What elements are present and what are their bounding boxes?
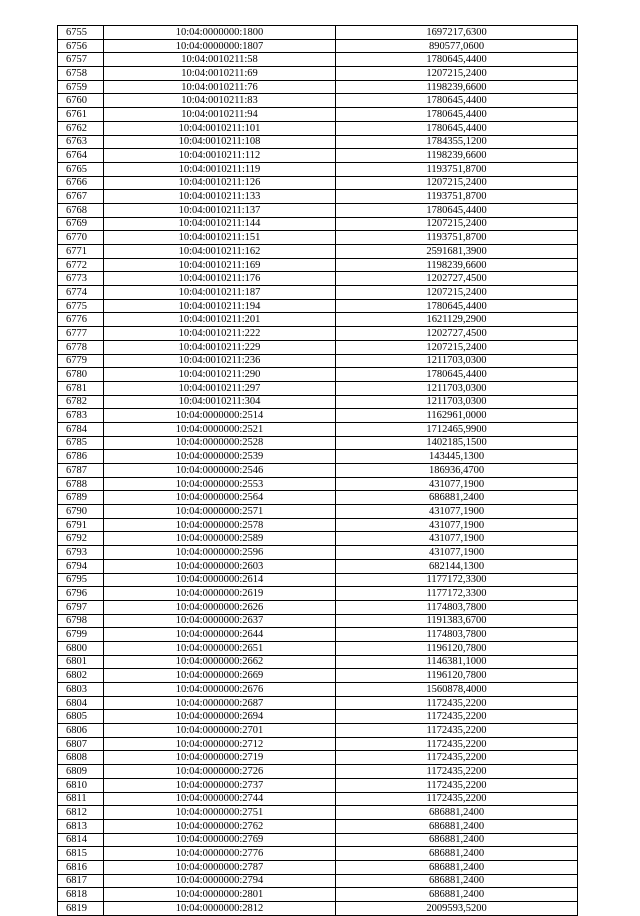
table-row	[58, 176, 578, 190]
row-number-cell: 6766	[58, 176, 104, 190]
table-row	[58, 395, 578, 409]
table-row	[58, 286, 578, 300]
row-number-cell: 6771	[58, 245, 104, 259]
cadastral-number-cell: 10:04:0010211:69	[104, 67, 336, 81]
cadastral-number-cell: 10:04:0010211:108	[104, 135, 336, 149]
value-cell: 686881,2400	[336, 860, 578, 874]
cadastral-number-cell: 10:04:0010211:229	[104, 340, 336, 354]
table-row	[58, 902, 578, 916]
cadastral-number-cell: 10:04:0000000:2737	[104, 778, 336, 792]
value-cell: 1196120,7800	[336, 641, 578, 655]
table-row	[58, 121, 578, 135]
table-row	[58, 833, 578, 847]
table-row	[58, 860, 578, 874]
cadastral-number-cell: 10:04:0000000:2801	[104, 888, 336, 902]
cadastral-number-cell: 10:04:0000000:2651	[104, 641, 336, 655]
cadastral-number-cell: 10:04:0000000:2539	[104, 450, 336, 464]
table-row	[58, 94, 578, 108]
row-number-cell: 6802	[58, 669, 104, 683]
row-number-cell: 6761	[58, 108, 104, 122]
table-row	[58, 26, 578, 40]
cadastral-number-cell: 10:04:0000000:2726	[104, 765, 336, 779]
table-row	[58, 450, 578, 464]
table-row	[58, 806, 578, 820]
row-number-cell: 6770	[58, 231, 104, 245]
row-number-cell: 6791	[58, 518, 104, 532]
table-row	[58, 190, 578, 204]
cadastral-number-cell: 10:04:0000000:2676	[104, 683, 336, 697]
value-cell: 1780645,4400	[336, 108, 578, 122]
value-cell: 2591681,3900	[336, 245, 578, 259]
value-cell: 431077,1900	[336, 477, 578, 491]
cadastral-number-cell: 10:04:0000000:2644	[104, 628, 336, 642]
table-row	[58, 710, 578, 724]
value-cell: 1780645,4400	[336, 121, 578, 135]
table-row	[58, 888, 578, 902]
row-number-cell: 6772	[58, 258, 104, 272]
cadastral-number-cell: 10:04:0000000:2787	[104, 860, 336, 874]
table-row	[58, 203, 578, 217]
table-row	[58, 53, 578, 67]
cadastral-number-cell: 10:04:0010211:297	[104, 381, 336, 395]
table-row	[58, 778, 578, 792]
cadastral-number-cell: 10:04:0000000:2812	[104, 902, 336, 916]
table-row	[58, 491, 578, 505]
value-cell: 431077,1900	[336, 518, 578, 532]
row-number-cell: 6800	[58, 641, 104, 655]
value-cell: 1174803,7800	[336, 628, 578, 642]
table-row	[58, 477, 578, 491]
row-number-cell: 6795	[58, 573, 104, 587]
table-row	[58, 614, 578, 628]
value-cell: 1207215,2400	[336, 217, 578, 231]
cadastral-number-cell: 10:04:0010211:169	[104, 258, 336, 272]
table-row	[58, 518, 578, 532]
table-row	[58, 381, 578, 395]
table-row	[58, 628, 578, 642]
value-cell: 1172435,2200	[336, 751, 578, 765]
value-cell: 1780645,4400	[336, 53, 578, 67]
value-cell: 1202727,4500	[336, 272, 578, 286]
cadastral-number-cell: 10:04:0000000:2528	[104, 436, 336, 450]
value-cell: 1198239,6600	[336, 80, 578, 94]
value-cell: 1196120,7800	[336, 669, 578, 683]
cadastral-number-cell: 10:04:0010211:83	[104, 94, 336, 108]
row-number-cell: 6784	[58, 422, 104, 436]
cadastral-number-cell: 10:04:0010211:101	[104, 121, 336, 135]
row-number-cell: 6816	[58, 860, 104, 874]
value-cell: 1202727,4500	[336, 327, 578, 341]
value-cell: 1207215,2400	[336, 67, 578, 81]
table-row	[58, 505, 578, 519]
cadastral-number-cell: 10:04:0000000:2776	[104, 847, 336, 861]
table-row	[58, 327, 578, 341]
table-row	[58, 409, 578, 423]
row-number-cell: 6773	[58, 272, 104, 286]
cadastral-number-cell: 10:04:0010211:58	[104, 53, 336, 67]
value-cell: 1780645,4400	[336, 368, 578, 382]
row-number-cell: 6799	[58, 628, 104, 642]
row-number-cell: 6810	[58, 778, 104, 792]
row-number-cell: 6775	[58, 299, 104, 313]
value-cell: 1193751,8700	[336, 190, 578, 204]
table-row	[58, 751, 578, 765]
row-number-cell: 6778	[58, 340, 104, 354]
table-row	[58, 231, 578, 245]
row-number-cell: 6767	[58, 190, 104, 204]
cadastral-number-cell: 10:04:0010211:162	[104, 245, 336, 259]
table-row	[58, 80, 578, 94]
row-number-cell: 6804	[58, 696, 104, 710]
cadastral-number-cell: 10:04:0010211:144	[104, 217, 336, 231]
cadastral-number-cell: 10:04:0000000:2744	[104, 792, 336, 806]
row-number-cell: 6765	[58, 162, 104, 176]
value-cell: 1712465,9900	[336, 422, 578, 436]
cadastral-number-cell: 10:04:0000000:2571	[104, 505, 336, 519]
value-cell: 686881,2400	[336, 847, 578, 861]
value-cell: 1172435,2200	[336, 792, 578, 806]
cadastral-number-cell: 10:04:0000000:2687	[104, 696, 336, 710]
table-row	[58, 258, 578, 272]
value-cell: 1174803,7800	[336, 600, 578, 614]
cadastral-number-cell: 10:04:0000000:1800	[104, 26, 336, 40]
row-number-cell: 6757	[58, 53, 104, 67]
table-row	[58, 422, 578, 436]
cadastral-number-cell: 10:04:0010211:222	[104, 327, 336, 341]
row-number-cell: 6813	[58, 819, 104, 833]
value-cell: 2009593,5200	[336, 902, 578, 916]
row-number-cell: 6782	[58, 395, 104, 409]
row-number-cell: 6779	[58, 354, 104, 368]
value-cell: 1211703,0300	[336, 381, 578, 395]
value-cell: 1198239,6600	[336, 258, 578, 272]
cadastral-number-cell: 10:04:0000000:2546	[104, 464, 336, 478]
value-cell: 1191383,6700	[336, 614, 578, 628]
cadastral-number-cell: 10:04:0010211:194	[104, 299, 336, 313]
value-cell: 682144,1300	[336, 559, 578, 573]
value-cell: 686881,2400	[336, 806, 578, 820]
value-cell: 186936,4700	[336, 464, 578, 478]
cadastral-number-cell: 10:04:0010211:290	[104, 368, 336, 382]
value-cell: 431077,1900	[336, 505, 578, 519]
value-cell: 890577,0600	[336, 39, 578, 53]
table-row	[58, 559, 578, 573]
row-number-cell: 6759	[58, 80, 104, 94]
cadastral-number-cell: 10:04:0000000:2521	[104, 422, 336, 436]
cadastral-number-cell: 10:04:0010211:112	[104, 149, 336, 163]
cadastral-number-cell: 10:04:0010211:133	[104, 190, 336, 204]
table-row	[58, 669, 578, 683]
value-cell: 1172435,2200	[336, 737, 578, 751]
row-number-cell: 6796	[58, 587, 104, 601]
value-cell: 1177172,3300	[336, 573, 578, 587]
cadastral-number-cell: 10:04:0010211:137	[104, 203, 336, 217]
cadastral-number-cell: 10:04:0000000:2637	[104, 614, 336, 628]
cadastral-number-cell: 10:04:0010211:76	[104, 80, 336, 94]
value-cell: 1193751,8700	[336, 231, 578, 245]
table-row	[58, 67, 578, 81]
table-row	[58, 546, 578, 560]
row-number-cell: 6818	[58, 888, 104, 902]
value-cell: 431077,1900	[336, 546, 578, 560]
row-number-cell: 6762	[58, 121, 104, 135]
row-number-cell: 6769	[58, 217, 104, 231]
cadastral-number-cell: 10:04:0000000:2553	[104, 477, 336, 491]
table-row	[58, 819, 578, 833]
cadastral-number-cell: 10:04:0010211:151	[104, 231, 336, 245]
value-cell: 1177172,3300	[336, 587, 578, 601]
row-number-cell: 6760	[58, 94, 104, 108]
value-cell: 1162961,0000	[336, 409, 578, 423]
cadastral-number-cell: 10:04:0000000:2794	[104, 874, 336, 888]
row-number-cell: 6801	[58, 655, 104, 669]
row-number-cell: 6808	[58, 751, 104, 765]
table-row	[58, 573, 578, 587]
row-number-cell: 6780	[58, 368, 104, 382]
value-cell: 1784355,1200	[336, 135, 578, 149]
row-number-cell: 6792	[58, 532, 104, 546]
table-row	[58, 792, 578, 806]
row-number-cell: 6812	[58, 806, 104, 820]
value-cell: 1402185,1500	[336, 436, 578, 450]
table-row	[58, 340, 578, 354]
value-cell: 686881,2400	[336, 819, 578, 833]
row-number-cell: 6809	[58, 765, 104, 779]
row-number-cell: 6763	[58, 135, 104, 149]
table-row	[58, 299, 578, 313]
value-cell: 1198239,6600	[336, 149, 578, 163]
value-cell: 1780645,4400	[336, 203, 578, 217]
value-cell: 1146381,1000	[336, 655, 578, 669]
row-number-cell: 6768	[58, 203, 104, 217]
row-number-cell: 6755	[58, 26, 104, 40]
table-row	[58, 532, 578, 546]
data-table	[57, 25, 578, 916]
value-cell: 1560878,4000	[336, 683, 578, 697]
cadastral-number-cell: 10:04:0000000:2719	[104, 751, 336, 765]
table-row	[58, 874, 578, 888]
cadastral-number-cell: 10:04:0010211:187	[104, 286, 336, 300]
table-row	[58, 162, 578, 176]
cadastral-number-cell: 10:04:0000000:2769	[104, 833, 336, 847]
table-row	[58, 272, 578, 286]
value-cell: 1172435,2200	[336, 724, 578, 738]
table-row	[58, 217, 578, 231]
cadastral-number-cell: 10:04:0010211:304	[104, 395, 336, 409]
cadastral-number-cell: 10:04:0000000:2694	[104, 710, 336, 724]
cadastral-number-cell: 10:04:0010211:119	[104, 162, 336, 176]
value-cell: 1780645,4400	[336, 299, 578, 313]
table-row	[58, 724, 578, 738]
cadastral-number-cell: 10:04:0000000:1807	[104, 39, 336, 53]
cadastral-number-cell: 10:04:0010211:201	[104, 313, 336, 327]
table-row	[58, 436, 578, 450]
value-cell: 1780645,4400	[336, 94, 578, 108]
table-row	[58, 108, 578, 122]
row-number-cell: 6786	[58, 450, 104, 464]
cadastral-number-cell: 10:04:0000000:2701	[104, 724, 336, 738]
row-number-cell: 6806	[58, 724, 104, 738]
row-number-cell: 6797	[58, 600, 104, 614]
table-row	[58, 587, 578, 601]
row-number-cell: 6758	[58, 67, 104, 81]
cadastral-number-cell: 10:04:0010211:126	[104, 176, 336, 190]
row-number-cell: 6783	[58, 409, 104, 423]
cadastral-number-cell: 10:04:0000000:2578	[104, 518, 336, 532]
value-cell: 686881,2400	[336, 833, 578, 847]
cadastral-number-cell: 10:04:0000000:2626	[104, 600, 336, 614]
value-cell: 1211703,0300	[336, 395, 578, 409]
row-number-cell: 6789	[58, 491, 104, 505]
row-number-cell: 6817	[58, 874, 104, 888]
table-row	[58, 368, 578, 382]
table-row	[58, 683, 578, 697]
value-cell: 1207215,2400	[336, 340, 578, 354]
row-number-cell: 6814	[58, 833, 104, 847]
row-number-cell: 6788	[58, 477, 104, 491]
row-number-cell: 6781	[58, 381, 104, 395]
value-cell: 1697217,6300	[336, 26, 578, 40]
row-number-cell: 6794	[58, 559, 104, 573]
row-number-cell: 6793	[58, 546, 104, 560]
row-number-cell: 6819	[58, 902, 104, 916]
cadastral-number-cell: 10:04:0000000:2751	[104, 806, 336, 820]
value-cell: 1172435,2200	[336, 696, 578, 710]
row-number-cell: 6777	[58, 327, 104, 341]
cadastral-number-cell: 10:04:0000000:2596	[104, 546, 336, 560]
value-cell: 686881,2400	[336, 888, 578, 902]
row-number-cell: 6811	[58, 792, 104, 806]
table-row	[58, 696, 578, 710]
value-cell: 1207215,2400	[336, 176, 578, 190]
row-number-cell: 6798	[58, 614, 104, 628]
table-row	[58, 313, 578, 327]
cadastral-number-cell: 10:04:0000000:2564	[104, 491, 336, 505]
cadastral-number-cell: 10:04:0000000:2712	[104, 737, 336, 751]
row-number-cell: 6805	[58, 710, 104, 724]
row-number-cell: 6785	[58, 436, 104, 450]
value-cell: 1207215,2400	[336, 286, 578, 300]
row-number-cell: 6787	[58, 464, 104, 478]
cadastral-number-cell: 10:04:0000000:2514	[104, 409, 336, 423]
cadastral-number-cell: 10:04:0000000:2662	[104, 655, 336, 669]
row-number-cell: 6756	[58, 39, 104, 53]
cadastral-number-cell: 10:04:0000000:2762	[104, 819, 336, 833]
cadastral-number-cell: 10:04:0000000:2669	[104, 669, 336, 683]
table-row	[58, 737, 578, 751]
value-cell: 686881,2400	[336, 491, 578, 505]
cadastral-number-cell: 10:04:0010211:94	[104, 108, 336, 122]
table-row	[58, 464, 578, 478]
value-cell: 1172435,2200	[336, 778, 578, 792]
table-row	[58, 354, 578, 368]
value-cell: 1211703,0300	[336, 354, 578, 368]
row-number-cell: 6790	[58, 505, 104, 519]
row-number-cell: 6776	[58, 313, 104, 327]
value-cell: 1172435,2200	[336, 765, 578, 779]
cadastral-number-cell: 10:04:0000000:2619	[104, 587, 336, 601]
table-row	[58, 245, 578, 259]
value-cell: 1172435,2200	[336, 710, 578, 724]
cadastral-number-cell: 10:04:0000000:2603	[104, 559, 336, 573]
value-cell: 686881,2400	[336, 874, 578, 888]
row-number-cell: 6774	[58, 286, 104, 300]
row-number-cell: 6815	[58, 847, 104, 861]
table-row	[58, 847, 578, 861]
cadastral-number-cell: 10:04:0010211:236	[104, 354, 336, 368]
value-cell: 1621129,2900	[336, 313, 578, 327]
table-row	[58, 655, 578, 669]
cadastral-number-cell: 10:04:0000000:2589	[104, 532, 336, 546]
row-number-cell: 6803	[58, 683, 104, 697]
row-number-cell: 6807	[58, 737, 104, 751]
table-row	[58, 641, 578, 655]
table-body	[58, 26, 578, 916]
value-cell: 143445,1300	[336, 450, 578, 464]
row-number-cell: 6764	[58, 149, 104, 163]
table-row	[58, 39, 578, 53]
table-row	[58, 765, 578, 779]
cadastral-number-cell: 10:04:0000000:2614	[104, 573, 336, 587]
value-cell: 1193751,8700	[336, 162, 578, 176]
cadastral-number-cell: 10:04:0010211:176	[104, 272, 336, 286]
table-row	[58, 600, 578, 614]
value-cell: 431077,1900	[336, 532, 578, 546]
table-row	[58, 149, 578, 163]
table-row	[58, 135, 578, 149]
